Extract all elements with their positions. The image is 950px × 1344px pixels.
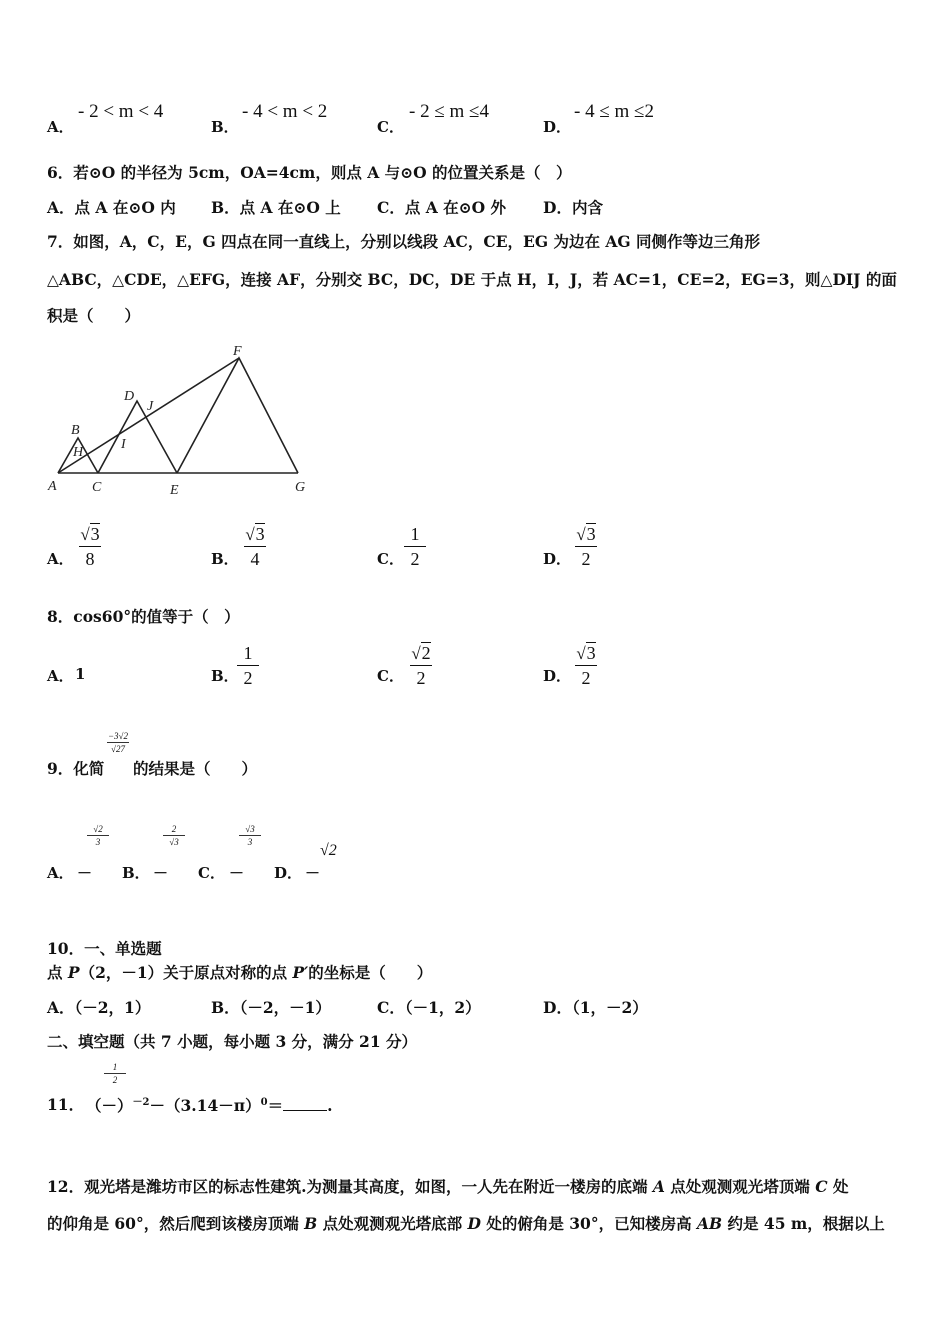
q11-number: 11． [47, 1095, 85, 1114]
q9-option-b-fraction [160, 824, 188, 847]
q11-exponent: －2 [132, 1097, 150, 1108]
q7-option-d-letter: D． [543, 550, 572, 568]
q11-exponent-zero: 0 [260, 1097, 268, 1108]
q12-line2-d: 约是 45 m，根据以上 [722, 1214, 885, 1233]
q10-stem-b: （2，－1）关于原点对称的点 [79, 963, 293, 982]
q9-option-b-sign: － [153, 864, 169, 882]
q10-option-d: D．（1，－2） [543, 998, 648, 1017]
q7-option-c-num: 1 [410, 524, 420, 544]
q10-point-p-prime: P′ [292, 963, 309, 982]
label-i: I [121, 437, 126, 452]
q7-option-a-fraction: √3 8 [73, 523, 107, 570]
label-j: J [147, 399, 154, 414]
label-e: E [170, 483, 179, 498]
label-b: B [71, 423, 80, 438]
q8-option-b-den: 2 [243, 668, 253, 688]
q7-option-c-letter: C． [377, 550, 404, 568]
q12-line1-c: 处 [827, 1177, 849, 1196]
q12-line2-c: 处的俯角是 30°，已知楼房高 [480, 1214, 697, 1233]
label-d: D [124, 389, 135, 404]
q5-option-d-letter: D． [543, 118, 572, 136]
q9-option-b-den: √3 [169, 837, 179, 847]
section-2-heading: 二、填空题（共 7 小题，每小题 3 分，满分 21 分） [47, 1032, 418, 1051]
q11-part4: ＝ [267, 1096, 284, 1116]
q7-option-b-num: 3 [255, 524, 265, 544]
q7-option-a-den: 8 [85, 549, 95, 569]
q5-option-d-expr: - 4 ≤ m ≤2 [574, 101, 654, 122]
q8-option-d-fraction: √3 2 [569, 642, 603, 689]
q7-option-c-fraction [398, 523, 432, 570]
q10-option-a: A．（－2，1） [47, 998, 151, 1017]
q9-option-a-letter: A． [47, 864, 74, 882]
q8-option-c-num: 2 [421, 643, 431, 663]
q7-option-b-letter: B． [211, 550, 239, 568]
q8-option-c-fraction: √2 2 [404, 642, 438, 689]
q9-option-a-sign: － [77, 864, 93, 882]
q5-option-a-expr: - 2 < m < 4 [78, 101, 164, 122]
q12-point-b: B [304, 1214, 318, 1233]
q7-stem-line1: 7．如图，A，C，E，G 四点在同一直线上，分别以线段 AC，CE，EG 为边在 AG 同侧作等边三角形 [47, 232, 761, 251]
q10-option-b: B．（－2，－1） [211, 998, 331, 1017]
q8-option-b-letter: B． [211, 667, 239, 685]
q7-option-b-fraction: √3 4 [238, 523, 272, 570]
q9-option-a-fraction [84, 824, 112, 847]
q11-fraction [101, 1062, 129, 1085]
q11-answer-blank[interactable] [283, 1098, 327, 1111]
q12-segment-ab: AB [697, 1214, 723, 1233]
q5-option-b-expr: - 4 < m < 2 [242, 101, 328, 122]
label-g: G [295, 480, 306, 495]
q11-end: . [327, 1096, 333, 1116]
q7-option-c-den: 2 [410, 549, 420, 569]
triangle-efg [177, 358, 298, 473]
q12-line2-a: 的仰角是 60°，然后爬到该楼房顶端 [47, 1214, 305, 1233]
q12-line1 [47, 1175, 848, 1197]
q9-option-c-sign: － [229, 864, 245, 882]
q5-option-a-letter: A． [47, 118, 74, 136]
q8-option-b-fraction [231, 642, 265, 689]
q12-line1-b: 点处观测观光塔顶端 [664, 1177, 816, 1196]
q9-option-b-letter: B． [122, 864, 150, 882]
q9-option-d-sign: － [305, 864, 321, 882]
q11-part1: （－ [86, 1096, 118, 1116]
q9-option-c-fraction [236, 824, 264, 847]
q12-point-c: C [815, 1177, 828, 1196]
q8-option-d-letter: D． [543, 667, 572, 685]
q7-stem-line3: 积是（ ） [47, 306, 141, 325]
q10-stem-a: 点 [47, 963, 68, 982]
q11-part2: ） [117, 1096, 133, 1116]
q12-line1-a: 12．观光塔是潍坊市区的标志性建筑.为测量其高度，如图，一人先在附近一楼房的底端 [47, 1177, 653, 1196]
q12-line2-b: 点处观测观光塔底部 [317, 1214, 468, 1233]
q6-option-d: D．内含 [543, 198, 603, 217]
label-f: F [233, 344, 242, 359]
q9-suffix: 的结果是（ ） [133, 759, 258, 778]
q12-point-a: A [652, 1177, 665, 1196]
q9-option-a-num: √2 [93, 824, 103, 834]
q9-option-c-den: 3 [247, 837, 253, 847]
q8-option-b-num: 1 [243, 643, 253, 663]
q6-stem: 6．若⊙O 的半径为 5cm，OA=4cm，则点 A 与⊙O 的位置关系是（ ） [47, 163, 572, 182]
q5-option-b-letter: B． [211, 118, 239, 136]
q8-option-a-text: 1 [75, 665, 86, 683]
q8-stem: 8．cos60°的值等于（ ） [47, 607, 240, 626]
q7-option-b-den: 4 [250, 549, 260, 569]
q11-expression [86, 1093, 333, 1116]
q6-option-a: A．点 A 在⊙O 内 [47, 198, 176, 217]
q11-fraction-den: 2 [112, 1075, 118, 1085]
q9-option-d-value: √2 [320, 842, 337, 859]
q9-prefix: 9．化简 [47, 759, 105, 778]
q9-option-c-num: √3 [245, 824, 255, 834]
q7-stem-line2: △ABC，△CDE，△EFG，连接 AF，分别交 BC，DC，DE 于点 H，I，J，若 AC=1，CE=2，EG=3，则△DIJ 的面 [47, 270, 897, 289]
q6-option-b: B．点 A 在⊙O 上 [211, 198, 341, 217]
q7-option-d-num: 3 [586, 524, 596, 544]
q9-expression-den: √27 [111, 744, 125, 754]
q5-option-c-letter: C． [377, 118, 404, 136]
label-a: A [48, 479, 57, 494]
label-h: H [73, 445, 84, 460]
q11-fraction-num: 1 [112, 1062, 118, 1072]
q7-option-a-letter: A． [47, 550, 74, 568]
q11-part3: －（3.14－π） [149, 1096, 261, 1116]
line-af [58, 358, 239, 473]
q7-option-a-num: 3 [90, 524, 100, 544]
q7-option-d-den: 2 [581, 549, 591, 569]
q10-stem-c: 的坐标是（ ） [308, 963, 433, 982]
q8-option-c-den: 2 [416, 668, 426, 688]
triangle-cde [98, 401, 177, 473]
q9-option-c-letter: C． [198, 864, 225, 882]
q7-option-d-fraction: √3 2 [569, 523, 603, 570]
q5-option-c-expr: - 2 ≤ m ≤4 [409, 101, 489, 122]
q9-expression-num: −3√2 [107, 731, 128, 741]
q12-point-d: D [467, 1214, 481, 1233]
label-c: C [92, 480, 102, 495]
q9-expression [104, 731, 132, 754]
q8-option-c-letter: C． [377, 667, 404, 685]
q10-stem [47, 961, 432, 983]
q9-option-a-den: 3 [95, 837, 101, 847]
q10-option-c: C．（－1，2） [377, 998, 481, 1017]
q6-option-c: C．点 A 在⊙O 外 [377, 198, 507, 217]
q8-option-d-den: 2 [581, 668, 591, 688]
q8-option-d-num: 3 [586, 643, 596, 663]
q10-heading: 10．一、单选题 [47, 939, 162, 958]
q7-figure-triangles [40, 338, 315, 503]
q12-line2 [47, 1212, 885, 1234]
q10-point-p: P [67, 963, 80, 982]
q9-option-b-num: 2 [171, 824, 177, 834]
q8-option-a-letter: A． [47, 667, 74, 685]
q9-option-d-letter: D． [274, 864, 303, 882]
